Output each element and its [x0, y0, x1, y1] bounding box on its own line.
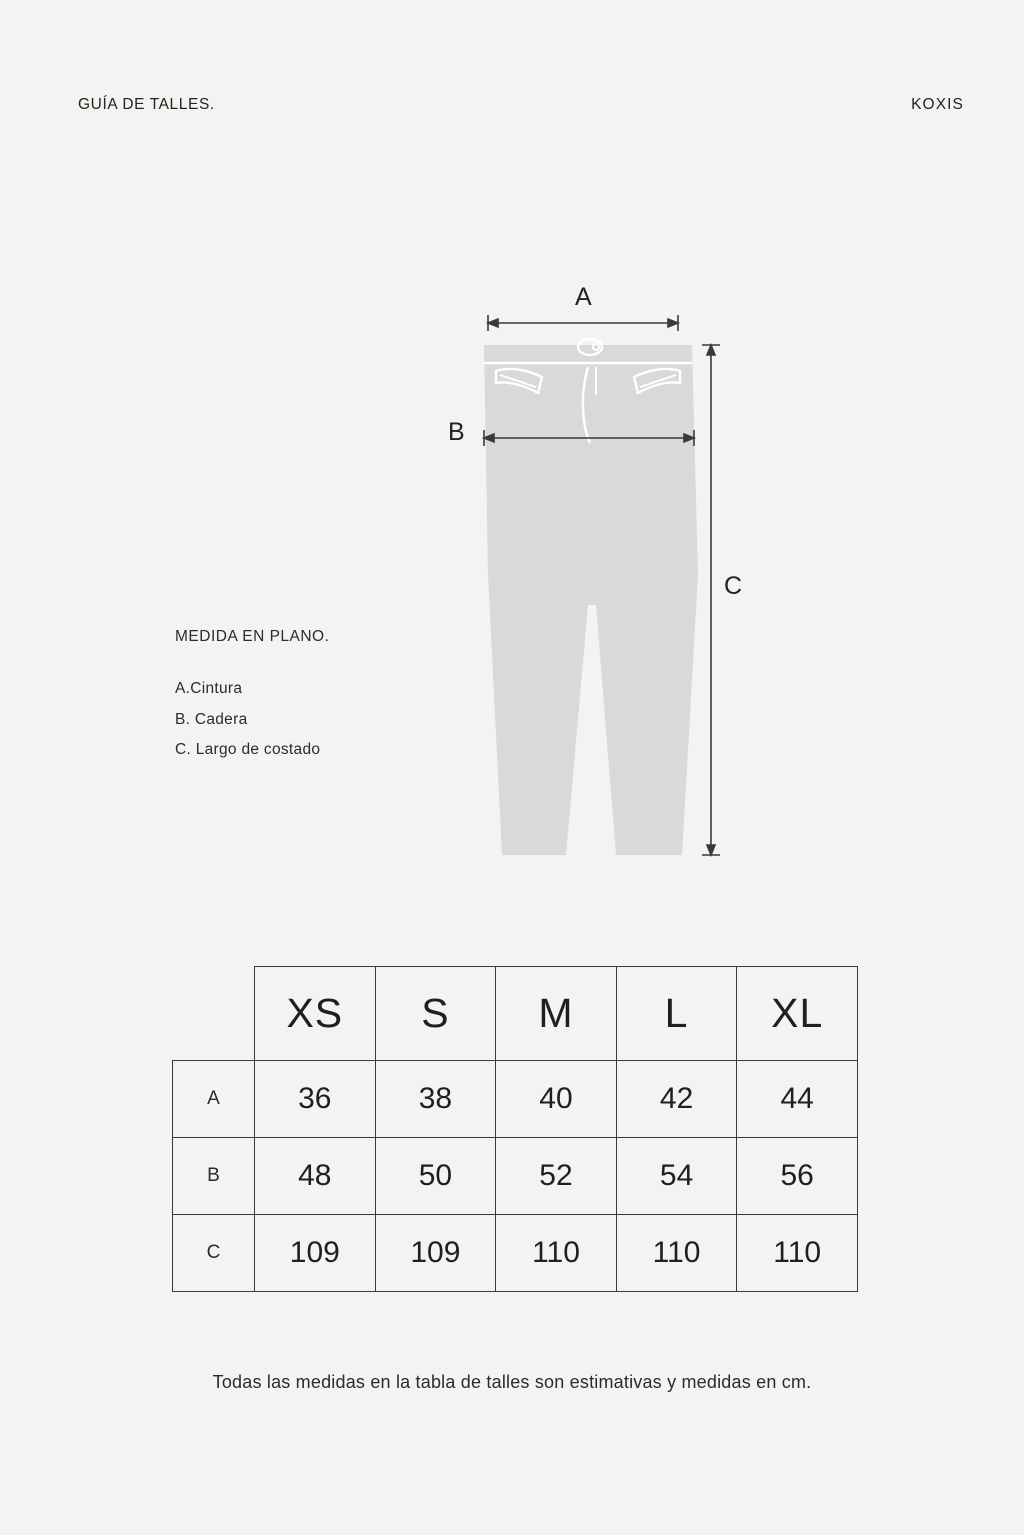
row-label-c: C	[173, 1215, 255, 1292]
page-header	[78, 96, 964, 114]
size-table-wrapper	[172, 966, 858, 1292]
cell-a-xl: 44	[737, 1061, 858, 1138]
dimension-label-c: C	[724, 572, 743, 600]
table-header-xs: XS	[255, 967, 376, 1061]
table-header-s: S	[375, 967, 496, 1061]
cell-b-s: 50	[375, 1138, 496, 1215]
table-corner-cell	[173, 967, 255, 1061]
cell-a-l: 42	[616, 1061, 737, 1138]
row-label-b: B	[173, 1138, 255, 1215]
size-table	[172, 966, 858, 1292]
dimension-label-b: B	[448, 418, 465, 446]
legend-item-b: B. Cadera	[175, 710, 248, 728]
cell-c-s: 109	[375, 1215, 496, 1292]
cell-b-m: 52	[496, 1138, 617, 1215]
legend-title: MEDIDA EN PLANO.	[175, 628, 330, 645]
table-row	[173, 1138, 858, 1215]
measurement-diagram	[430, 275, 770, 875]
pants-flat-lay-icon	[430, 275, 770, 875]
brand-name: KOXIS	[911, 96, 964, 113]
cell-a-s: 38	[375, 1061, 496, 1138]
table-header-row	[173, 967, 858, 1061]
table-header-m: M	[496, 967, 617, 1061]
table-row	[173, 1215, 858, 1292]
dimension-label-a: A	[575, 283, 592, 311]
row-label-a: A	[173, 1061, 255, 1138]
footnote: Todas las medidas en la tabla de talles son estimativas y medidas en cm.	[212, 1372, 812, 1392]
cell-b-xs: 48	[255, 1138, 376, 1215]
cell-c-xl: 110	[737, 1215, 858, 1292]
cell-c-m: 110	[496, 1215, 617, 1292]
cell-c-l: 110	[616, 1215, 737, 1292]
legend	[175, 628, 435, 766]
legend-item-c: C. Largo de costado	[175, 741, 321, 759]
legend-item-a: A.Cintura	[175, 680, 243, 697]
table-row	[173, 1061, 858, 1138]
cell-b-l: 54	[616, 1138, 737, 1215]
cell-c-xs: 109	[255, 1215, 376, 1292]
table-header-l: L	[616, 967, 737, 1061]
page-title: GUÍA DE TALLES.	[78, 96, 215, 113]
table-header-xl: XL	[737, 967, 858, 1061]
cell-b-xl: 56	[737, 1138, 858, 1215]
cell-a-m: 40	[496, 1061, 617, 1138]
cell-a-xs: 36	[255, 1061, 376, 1138]
